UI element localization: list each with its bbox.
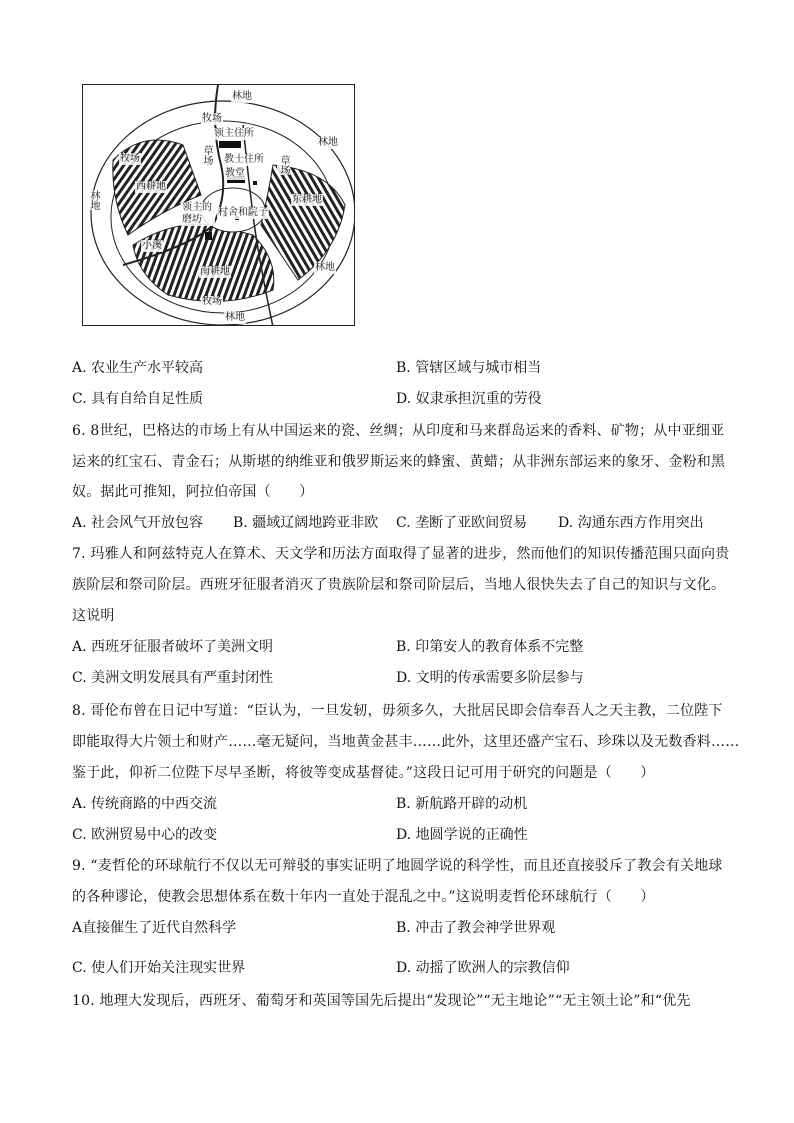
q6-stem-line-2: 运来的红宝石、青金石；从斯堪的纳维亚和俄罗斯运来的蜂蜜、黄蜡；从非洲东部运来的象牙、金粉和黑 <box>72 454 726 470</box>
q5-option-c[interactable] <box>72 389 203 409</box>
map-label-woodland-right: 林地 <box>318 137 338 148</box>
q6-option-c[interactable] <box>396 513 527 533</box>
option-text: 传统商路的中西交流 <box>91 796 218 812</box>
option-text: 地圆学说的正确性 <box>415 827 528 843</box>
option-label: D. <box>396 827 412 843</box>
map-label-woodland-bottom: 林地 <box>225 312 245 323</box>
q6-stem-line-3: 奴。据此可推知，阿拉伯帝国（ ） <box>72 484 314 500</box>
option-label: C. <box>72 391 87 407</box>
q6-option-b[interactable] <box>233 513 378 533</box>
option-text: 垄断了亚欧间贸易 <box>415 515 528 531</box>
q10-stem-line-1: 10. 地理大发现后，西班牙、葡萄牙和英国等国先后提出“发现论”“无主地论”“无主领土论”和“优先 <box>72 993 691 1009</box>
option-label: D. <box>558 515 574 531</box>
option-label: D. <box>396 670 412 686</box>
q9-option-a[interactable] <box>72 918 236 938</box>
q9-option-b[interactable] <box>396 918 555 938</box>
q9-stem-line-2: 的各种谬论，使教会思想体系在数十年内一直处于混乱之中。”这说明麦哲伦环球航行（ ） <box>72 889 655 905</box>
option-text: 冲击了教会神学世界观 <box>415 920 556 936</box>
option-text: 沟通东西方作用突出 <box>577 515 704 531</box>
map-label-pasture-bottom: 牧场 <box>202 296 222 307</box>
map-label-woodland-left: 林地 <box>88 190 99 210</box>
option-label: C. <box>72 960 87 976</box>
option-text: 西班牙征服者破坏了美洲文明 <box>91 639 274 655</box>
q7-option-a[interactable] <box>72 637 273 657</box>
q9-stem-line-1: 9. “麦哲伦的环球航行不仅以无可辩驳的事实证明了地圆学说的科学性，而且还直接驳斥了教会有关地球 <box>72 858 723 874</box>
map-label-lord-mill: 领主的磨坊 <box>181 202 215 226</box>
map-label-village: 村舍和院子 <box>218 207 268 218</box>
q8-option-a[interactable] <box>72 794 217 814</box>
map-label-creek: 小溪 <box>142 240 162 251</box>
option-text: 疆域辽阔地跨亚非欧 <box>252 515 379 531</box>
q6-option-a[interactable] <box>72 513 203 533</box>
map-label-lord-house: 领主住所 <box>214 128 254 139</box>
q8-stem-line-3: 鉴于此，仰祈二位陛下尽早圣断，将彼等变成基督徒。”这段日记可用于研究的问题是（ ） <box>72 765 655 781</box>
option-text: 管辖区域与城市相当 <box>415 360 542 376</box>
q6-option-d[interactable] <box>558 513 704 533</box>
map-label-pasture-top: 牧场 <box>202 113 222 124</box>
q8-option-d[interactable] <box>396 825 528 845</box>
option-label: C. <box>396 515 411 531</box>
map-label-woodland-top: 林地 <box>232 91 252 102</box>
q9-option-d[interactable] <box>396 958 570 978</box>
q7-stem-line-2: 族阶层和祭司阶层。西班牙征服者消灭了贵族阶层和祭司阶层后，当地人很快失去了自己的知识与文化。 <box>72 577 726 593</box>
option-text: 具有自给自足性质 <box>91 391 204 407</box>
map-label-woodland-right-low: 林地 <box>315 262 335 273</box>
option-label: C. <box>72 670 87 686</box>
map-label-priest-house: 教士住所 <box>224 154 264 165</box>
option-text: 使人们开始关注现实世界 <box>91 960 246 976</box>
manor-map-figure <box>82 84 355 326</box>
option-label: A. <box>72 360 87 376</box>
map-label-pasture-left: 牧场 <box>120 153 140 164</box>
option-text: 社会风气开放包容 <box>91 515 204 531</box>
q7-option-d[interactable] <box>396 668 584 688</box>
map-label-grass-right: 草场 <box>278 155 289 175</box>
option-label: D. <box>396 960 412 976</box>
option-text: 动摇了欧洲人的宗教信仰 <box>415 960 570 976</box>
option-label: B. <box>233 515 248 531</box>
option-text: 农业生产水平较高 <box>91 360 204 376</box>
q6-stem-line-1: 6. 8世纪，巴格达的市场上有从中国运来的瓷、丝绸；从印度和马来群岛运来的香料、矿物；从中亚细亚 <box>72 423 725 439</box>
option-label: C. <box>72 827 87 843</box>
map-label-east-field: 东耕地 <box>292 194 322 205</box>
map-label-grass-left: 草场 <box>201 145 212 165</box>
q5-option-b[interactable] <box>396 358 541 378</box>
q5-option-d[interactable] <box>396 389 542 409</box>
q8-option-c[interactable] <box>72 825 217 845</box>
q8-option-b[interactable] <box>396 794 527 814</box>
option-text: 新航路开辟的动机 <box>415 796 528 812</box>
option-text: 文明的传承需要多阶层参与 <box>415 670 584 686</box>
option-text: 奴隶承担沉重的劳役 <box>415 391 542 407</box>
option-label: A. <box>72 515 87 531</box>
map-label-church: 教堂 <box>225 168 245 179</box>
q9-option-c[interactable] <box>72 958 245 978</box>
option-text: 欧洲贸易中心的改变 <box>91 827 218 843</box>
option-text: 美洲文明发展具有严重封闭性 <box>91 670 274 686</box>
option-label: B. <box>396 796 411 812</box>
option-label: B. <box>396 360 411 376</box>
q7-stem-line-3: 这说明 <box>72 608 115 624</box>
map-label-south-field: 南耕地 <box>200 266 230 277</box>
option-label: D. <box>396 391 412 407</box>
q7-stem-line-1: 7. 玛雅人和阿兹特克人在算术、天文学和历法方面取得了显著的进步，然而他们的知识传播范围只面向贵 <box>72 546 730 562</box>
option-label: A. <box>72 796 87 812</box>
option-label: B. <box>396 639 411 655</box>
q8-stem-line-2: 即能取得大片领土和财产……毫无疑问，当地黄金甚丰……此外，这里还盛产宝石、珍珠以及无数香料…… <box>72 734 740 750</box>
option-text: 直接催生了近代自然科学 <box>82 920 237 936</box>
q7-option-c[interactable] <box>72 668 273 688</box>
q5-option-a[interactable] <box>72 358 203 378</box>
map-label-west-field: 西耕地 <box>136 181 166 192</box>
option-label: A. <box>72 639 87 655</box>
q7-option-b[interactable] <box>396 637 583 657</box>
option-label: A <box>72 920 83 936</box>
option-label: B. <box>396 920 411 936</box>
q8-stem-line-1: 8. 哥伦布曾在日记中写道：“臣认为，一旦发轫，毋须多久，大批居民即会信奉吾人之天主教，二位陛下 <box>72 703 723 719</box>
option-text: 印第安人的教育体系不完整 <box>415 639 584 655</box>
